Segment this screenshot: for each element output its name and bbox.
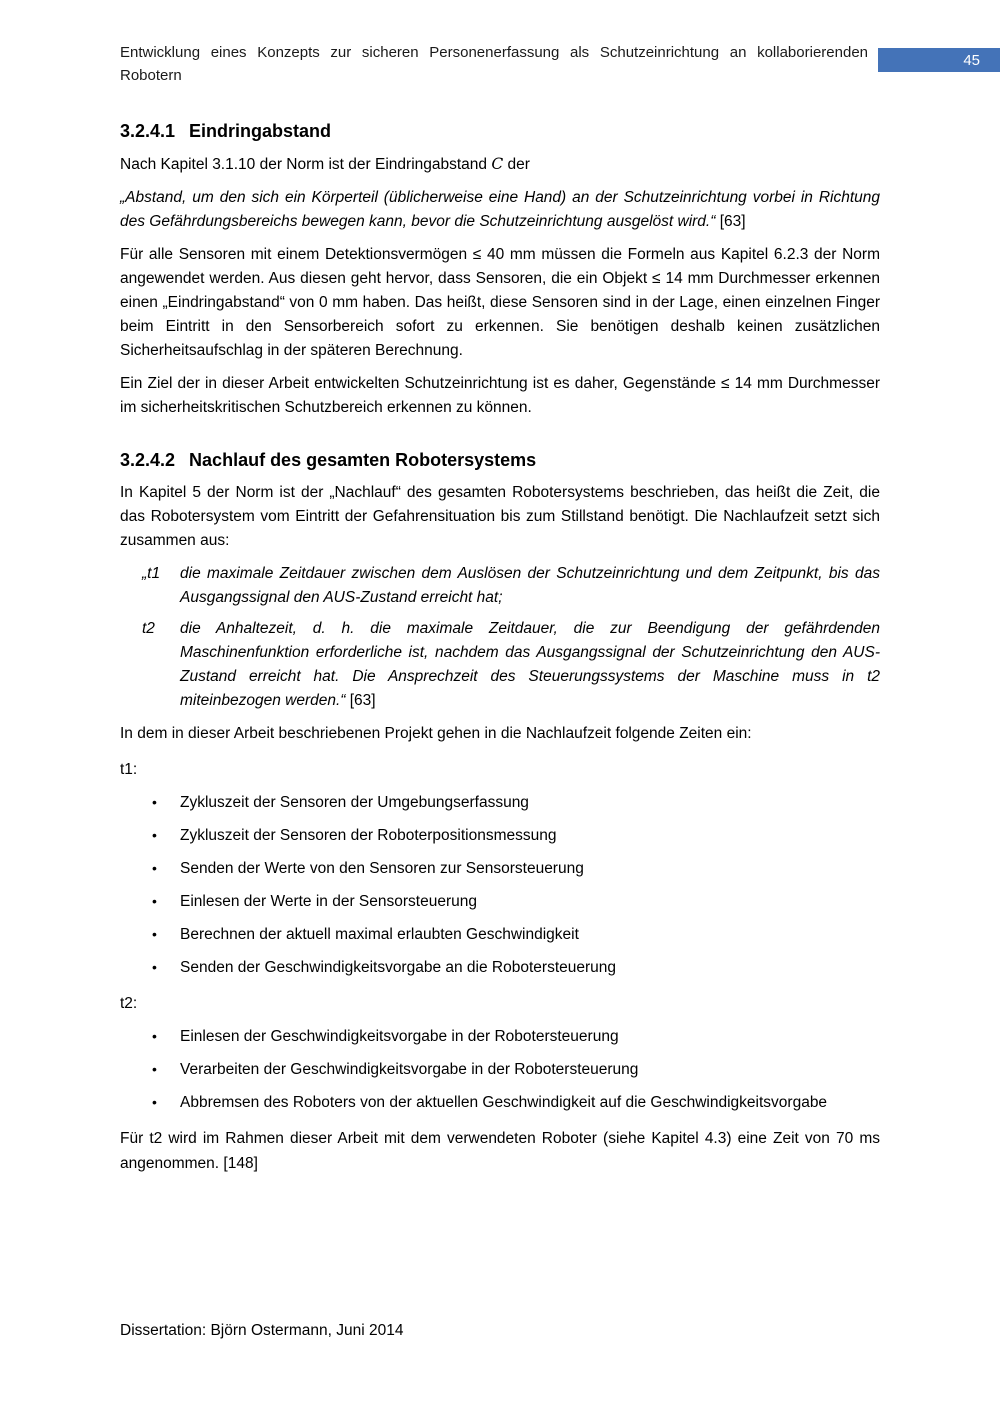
definition-text bbox=[180, 562, 880, 610]
list-item bbox=[120, 1058, 880, 1082]
definition-item-t2 bbox=[142, 617, 880, 713]
paragraph-sensors: Für alle Sensoren mit einem Detektionsvermögen ≤ 40 mm müssen die Formeln aus Kapitel 6.2.3 der Norm angewendet werden. Aus diesen geht hervor, dass Sensoren, die ein Objekt ≤ 14 mm Durchmesser erkennen einen „Eindringabstand“ von 0 mm haben. Das heißt, diese Sensoren sind in der Lage, einen einzelnen Finger beim Eintritt in den Sensorbereich sofort zu erkennen. Sie benötigen deshalb keinen zusätzlichen Sicherheitsaufschlag in der späteren Berechnung. bbox=[120, 246, 880, 360]
paragraph-nachlauf-intro: In Kapitel 5 der Norm ist der „Nachlauf“ des gesamten Robotersystems beschrieben, das heißt die Zeit, die das Robotersystem vom Eintritt der Gefahrensituation bis zum Stillstand benötigt. Die Nachlaufzeit setzt sich zusammen aus: bbox=[120, 484, 880, 550]
list-item bbox=[120, 956, 880, 980]
section-number: 3.2.4.2 bbox=[120, 450, 176, 471]
definition-list bbox=[142, 562, 880, 713]
list-item bbox=[120, 791, 880, 815]
intro-text-b: der bbox=[503, 156, 530, 173]
bullet-icon: • bbox=[152, 1061, 157, 1078]
bullet-list-t2 bbox=[120, 1025, 880, 1115]
bullet-icon: • bbox=[152, 794, 157, 811]
list-item-text: Zykluszeit der Sensoren der Roboterpositionsmessung bbox=[180, 827, 557, 845]
math-symbol-C: C bbox=[491, 155, 504, 173]
list-item-text: Verarbeiten der Geschwindigkeitsvorgabe in der Robotersteuerung bbox=[180, 1061, 639, 1079]
citation-63: [63] bbox=[345, 692, 376, 710]
intro-text-a: Nach Kapitel 3.1.10 der Norm ist der Eindringabstand bbox=[120, 156, 492, 173]
page-number-badge bbox=[878, 48, 1000, 72]
list-item bbox=[120, 923, 880, 947]
section-heading-3241 bbox=[120, 121, 880, 142]
definition-label: „t1 bbox=[142, 565, 161, 583]
paragraph-projekt: In dem in dieser Arbeit beschriebenen Projekt gehen in die Nachlaufzeit folgende Zeiten ein: bbox=[120, 725, 752, 743]
list-item bbox=[120, 1025, 880, 1049]
running-head: Entwicklung eines Konzepts zur sicheren Personenerfassung als Schutzeinrichtung an kollaborierenden Robotern bbox=[120, 44, 868, 84]
section-title: Eindringabstand bbox=[189, 121, 332, 141]
list-item bbox=[120, 890, 880, 914]
list-item-text: Abbremsen des Roboters von der aktuellen Geschwindigkeit auf die Geschwindigkeitsvorgabe bbox=[180, 1094, 828, 1112]
section-number: 3.2.4.1 bbox=[120, 121, 176, 141]
bullet-icon: • bbox=[152, 860, 157, 877]
quote-text: „Abstand, um den sich ein Körperteil (üblicherweise eine Hand) an der Schutzeinrichtung vorbei in Richtung des Gefährdungsbereichs bewegen kann, bevor die Schutzeinrichtung ausgelöst wird.“ bbox=[120, 189, 880, 231]
list-item bbox=[120, 824, 880, 848]
section-heading-3242 bbox=[120, 450, 880, 471]
paragraph-ziel: Ein Ziel der in dieser Arbeit entwickelten Schutzeinrichtung ist es daher, Gegenstände ≤ 14 mm Durchmesser im sicherheitskritischen Schutzbereich erkennen zu können. bbox=[120, 375, 880, 417]
document-header bbox=[120, 42, 980, 87]
citation-63: [63] bbox=[715, 213, 746, 231]
list-item bbox=[120, 857, 880, 881]
bullet-icon: • bbox=[152, 1028, 157, 1045]
page-number: 45 bbox=[963, 51, 980, 69]
paragraph-intro bbox=[120, 152, 880, 177]
bullet-icon: • bbox=[152, 893, 157, 910]
definition-label: t2 bbox=[142, 620, 155, 638]
bullet-icon: • bbox=[152, 959, 157, 976]
list-item-text: Senden der Geschwindigkeitsvorgabe an die Robotersteuerung bbox=[180, 959, 617, 977]
definition-text-italic: die maximale Zeitdauer zwischen dem Auslösen der Schutzeinrichtung und dem Zeitpunkt, bis das Ausgangssignal den AUS-Zustand erreicht hat; bbox=[180, 565, 880, 607]
list-label-t1: t1: bbox=[120, 761, 138, 779]
list-item-text: Einlesen der Geschwindigkeitsvorgabe in der Robotersteuerung bbox=[180, 1028, 619, 1046]
footer-text: Dissertation: Björn Ostermann, Juni 2014 bbox=[120, 1322, 404, 1339]
list-item-text: Senden der Werte von den Sensoren zur Sensorsteuerung bbox=[180, 860, 584, 878]
paragraph-quote bbox=[120, 186, 880, 234]
bullet-list-t1 bbox=[120, 791, 880, 980]
list-label-t2: t2: bbox=[120, 995, 138, 1013]
definition-item-t1 bbox=[142, 562, 880, 610]
bullet-icon: • bbox=[152, 926, 157, 943]
bullet-icon: • bbox=[152, 1094, 157, 1111]
bullet-icon: • bbox=[152, 827, 157, 844]
definition-text-italic: die Anhaltezeit, d. h. die maximale Zeitdauer, die zur Beendigung der gefährdenden Maschinenfunktion erforderliche ist, nachdem das Ausgangssignal der Schutzeinrichtung den AUS-Zustand erreicht hat. Die Ansprechzeit des Steuerungssystems der Maschine muss in t2 miteinbezogen werden.“ bbox=[180, 620, 880, 710]
list-item bbox=[120, 1091, 880, 1115]
list-item-text: Einlesen der Werte in der Sensorsteuerung bbox=[180, 893, 477, 911]
definition-text bbox=[180, 617, 880, 713]
list-item-text: Berechnen der aktuell maximal erlaubten Geschwindigkeit bbox=[180, 926, 579, 944]
paragraph-t2-zeit: Für t2 wird im Rahmen dieser Arbeit mit dem verwendeten Roboter (siehe Kapitel 4.3) eine Zeit von 70 ms angenommen. [148] bbox=[120, 1130, 880, 1172]
list-item-text: Zykluszeit der Sensoren der Umgebungserfassung bbox=[180, 794, 529, 812]
section-title: Nachlauf des gesamten Robotersystems bbox=[189, 450, 537, 471]
